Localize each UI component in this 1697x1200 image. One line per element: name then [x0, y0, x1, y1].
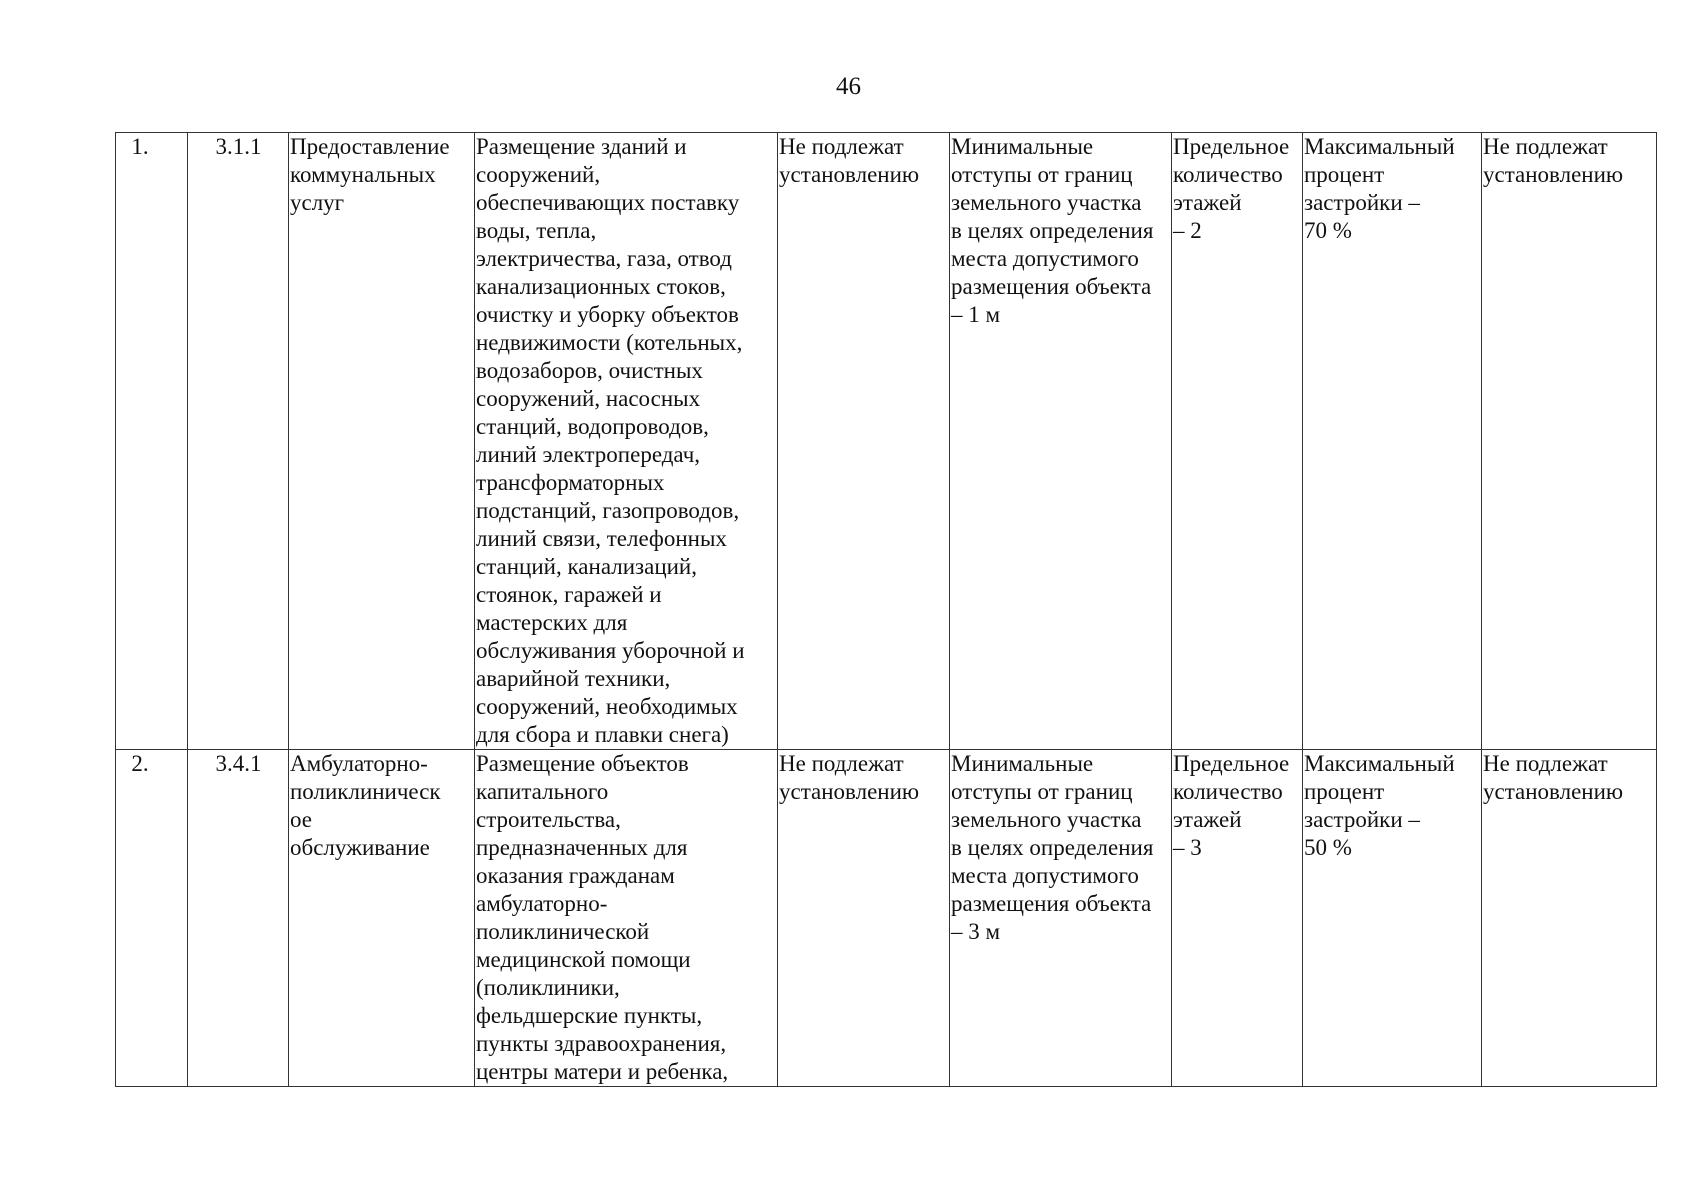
cell-text-line: процент: [1304, 779, 1385, 804]
cell-text-line: медицинской помощи: [476, 947, 691, 972]
cell-text-line: мастерских для: [476, 610, 628, 635]
use-code-cell: [188, 133, 289, 750]
cell-text-line: этажей: [1173, 807, 1242, 832]
cell-text-line: строительства,: [476, 807, 621, 832]
cell-text-line: размещения объекта: [951, 274, 1152, 299]
cell-text-line: поликлиническ: [290, 779, 441, 804]
cell-text-line: пункты здравоохранения,: [476, 1031, 727, 1056]
cell-text-line: размещения объекта: [951, 891, 1152, 916]
cell-text-line: ое: [290, 807, 312, 832]
cell-text-line: Размещение объектов: [476, 751, 689, 776]
cell-text-line: земельного участка: [951, 807, 1142, 832]
max-coverage-cell: [1303, 133, 1482, 750]
cell-text-line: капитального: [476, 779, 609, 804]
cell-text-line: Не подлежат: [779, 134, 904, 159]
page-number: 46: [836, 73, 861, 100]
cell-text-line: – 1 м: [951, 302, 1001, 327]
cell-text-line: электричества, газа, отвод: [476, 246, 732, 271]
cell-text-line: воды, тепла,: [476, 218, 597, 243]
max-coverage-cell: [1303, 750, 1482, 1087]
table-row: [116, 750, 1657, 1087]
restrictions-not-established-cell: [1482, 750, 1657, 1087]
cell-text-line: – 2: [1173, 218, 1202, 243]
cell-text-line: линий связи, телефонных: [476, 526, 727, 551]
cell-text-line: Не подлежат: [1483, 751, 1608, 776]
cell-text-line: застройки –: [1304, 807, 1420, 832]
cell-text-line: станций, водопроводов,: [476, 414, 709, 439]
cell-text-line: Амбулаторно-: [290, 751, 428, 776]
cell-text-line: места допустимого: [951, 246, 1139, 271]
cell-text-line: линий электропередач,: [476, 442, 701, 467]
cell-text-line: обслуживания уборочной и: [476, 638, 745, 663]
cell-text-line: земельного участка: [951, 190, 1142, 215]
cell-text-line: установлению: [779, 779, 920, 804]
floor-limit-cell: [1172, 133, 1303, 750]
cell-text-line: трансформаторных: [476, 470, 665, 495]
cell-text-line: количество: [1173, 162, 1283, 187]
cell-text-line: процент: [1304, 162, 1385, 187]
cell-text-line: водозаборов, очистных: [476, 358, 703, 383]
cell-text-line: Размещение зданий и: [476, 134, 687, 159]
cell-text-line: очистку и уборку объектов: [476, 302, 739, 327]
cell-text-line: канализационных стоков,: [476, 274, 726, 299]
table-body: [116, 133, 1657, 1087]
parameter-not-established-cell: [778, 133, 950, 750]
use-code-text: 3.4.1: [215, 751, 262, 776]
cell-text-line: Предоставление: [290, 134, 450, 159]
min-setback-cell: [950, 133, 1172, 750]
cell-text-line: установлению: [1483, 162, 1624, 187]
cell-text-line: застройки –: [1304, 190, 1420, 215]
use-name-cell: [289, 133, 475, 750]
cell-text-line: амбулаторно-: [476, 891, 608, 916]
cell-text-line: аварийной техники,: [476, 666, 671, 691]
cell-text-line: (поликлиники,: [476, 975, 620, 1000]
cell-text-line: отступы от границ: [951, 162, 1133, 187]
cell-text-line: фельдшерские пункты,: [476, 1003, 703, 1028]
floor-limit-cell: [1172, 750, 1303, 1087]
cell-text-line: Максимальный: [1304, 751, 1455, 776]
cell-text-line: обслуживание: [290, 835, 430, 860]
cell-text-line: оказания гражданам: [476, 863, 675, 888]
restrictions-not-established-cell: [1482, 133, 1657, 750]
cell-text-line: – 3 м: [951, 919, 1001, 944]
use-description-cell: [475, 133, 778, 750]
cell-text-line: станций, канализаций,: [476, 554, 697, 579]
cell-text-line: отступы от границ: [951, 779, 1133, 804]
cell-text-line: Минимальные: [951, 134, 1094, 159]
use-name-cell: [289, 750, 475, 1087]
use-code-cell: [188, 750, 289, 1087]
cell-text-line: места допустимого: [951, 863, 1139, 888]
cell-text-line: Предельное: [1173, 751, 1290, 776]
row-number-cell: [116, 750, 188, 1087]
cell-text-line: Максимальный: [1304, 134, 1455, 159]
row-number-text: 1.: [131, 134, 149, 159]
cell-text-line: обеспечивающих поставку: [476, 190, 740, 215]
cell-text-line: этажей: [1173, 190, 1242, 215]
cell-text-line: – 3: [1173, 835, 1202, 860]
cell-text-line: 70 %: [1304, 218, 1352, 243]
cell-text-line: количество: [1173, 779, 1283, 804]
land-use-regulations-table: [115, 132, 1657, 1087]
table-row: [116, 133, 1657, 750]
cell-text-line: недвижимости (котельных,: [476, 330, 743, 355]
cell-text-line: сооружений,: [476, 162, 601, 187]
cell-text-line: Не подлежат: [779, 751, 904, 776]
use-code-text: 3.1.1: [215, 134, 262, 159]
cell-text-line: предназначенных для: [476, 835, 688, 860]
cell-text-line: в целях определения: [951, 835, 1154, 860]
cell-text-line: установлению: [1483, 779, 1624, 804]
parameter-not-established-cell: [778, 750, 950, 1087]
cell-text-line: установлению: [779, 162, 920, 187]
cell-text-line: Минимальные: [951, 751, 1094, 776]
cell-text-line: стоянок, гаражей и: [476, 582, 662, 607]
cell-text-line: для сбора и плавки снега): [476, 722, 729, 747]
min-setback-cell: [950, 750, 1172, 1087]
cell-text-line: сооружений, насосных: [476, 386, 701, 411]
cell-text-line: Не подлежат: [1483, 134, 1608, 159]
cell-text-line: центры матери и ребенка,: [476, 1059, 729, 1084]
use-description-cell: [475, 750, 778, 1087]
row-number-text: 2.: [131, 751, 149, 776]
cell-text-line: Предельное: [1173, 134, 1290, 159]
cell-text-line: коммунальных: [290, 162, 436, 187]
cell-text-line: подстанций, газопроводов,: [476, 498, 740, 523]
cell-text-line: сооружений, необходимых: [476, 694, 738, 719]
row-number-cell: [116, 133, 188, 750]
cell-text-line: в целях определения: [951, 218, 1154, 243]
cell-text-line: 50 %: [1304, 835, 1352, 860]
cell-text-line: поликлинической: [476, 919, 650, 944]
cell-text-line: услуг: [290, 190, 345, 215]
